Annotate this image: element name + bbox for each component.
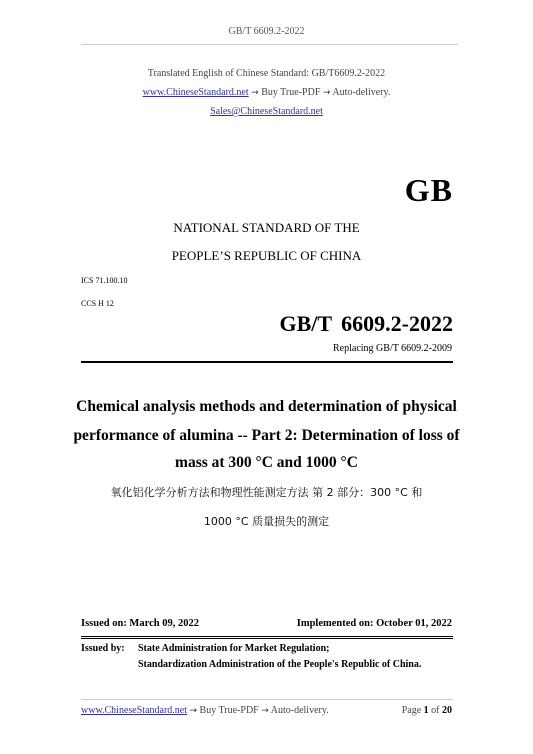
translation-links-line [0, 87, 533, 98]
footer-buy-text: Buy True-PDF [199, 705, 259, 716]
arrow-right-icon: → [189, 706, 198, 716]
page-total: 20 [442, 705, 452, 716]
email-line [0, 106, 533, 117]
buy-text: Buy True-PDF [261, 87, 321, 98]
issuer-2: Standardization Administration of the People's Republic of China. [138, 659, 422, 670]
header-divider [81, 44, 458, 45]
national-standard-line1: NATIONAL STANDARD OF THE [173, 220, 360, 235]
page-current: 1 [423, 705, 429, 716]
national-standard-line2: PEOPLE’S REPUBLIC OF CHINA [171, 248, 362, 263]
footer-delivery-text: Auto-delivery. [270, 705, 329, 716]
delivery-text: Auto-delivery. [332, 87, 391, 98]
title-en-line1: Chemical analysis methods and determination of physical [76, 398, 457, 415]
site-link[interactable]: www.ChineseStandard.net [142, 87, 249, 98]
running-header: GB/T 6609.2-2022 [228, 26, 305, 37]
arrow-right-icon: → [322, 88, 331, 98]
page-indicator [402, 705, 452, 716]
standard-number: GB/T 6609.2-2022 [279, 311, 453, 336]
page-label: Page [401, 705, 422, 716]
arrow-right-icon: → [251, 88, 259, 98]
footer-site-link[interactable]: www.ChineseStandard.net [81, 705, 187, 716]
arrow-right-icon: → [261, 706, 269, 716]
title-divider [81, 361, 453, 363]
issuance-divider-top [81, 636, 453, 637]
issuer-1: State Administration for Market Regulation; [138, 643, 330, 654]
page-of: of [431, 705, 440, 716]
translation-notice: Translated English of Chinese Standard: GB/T6609.2-2022 [147, 68, 386, 79]
ccs-code: CCS H 12 [81, 299, 114, 308]
title-en-line3: mass at 300 °C and 1000 °C [175, 454, 358, 471]
title-cn-line2: 1000 °C 质量损失的测定 [203, 515, 330, 528]
title-cn-line1: 氧化铝化学分析方法和物理性能测定方法 第 2 部分：300 °C 和 [110, 486, 423, 499]
issuance-divider-bottom [81, 638, 453, 639]
replacing-note: Replacing GB/T 6609.2-2009 [333, 343, 452, 354]
ics-code: ICS 71.100.10 [81, 276, 128, 285]
title-en-line2: performance of alumina -- Part 2: Determination of loss of [73, 427, 460, 444]
implemented-on-date: Implemented on: October 01, 2022 [296, 618, 452, 629]
footer-divider [81, 699, 453, 700]
email-link[interactable]: Sales@ChineseStandard.net [210, 106, 323, 117]
footer-links [81, 705, 329, 716]
issued-on-date: Issued on: March 09, 2022 [81, 618, 199, 629]
gb-logo: GB [404, 172, 453, 208]
issued-by-label: Issued by: [81, 643, 125, 654]
